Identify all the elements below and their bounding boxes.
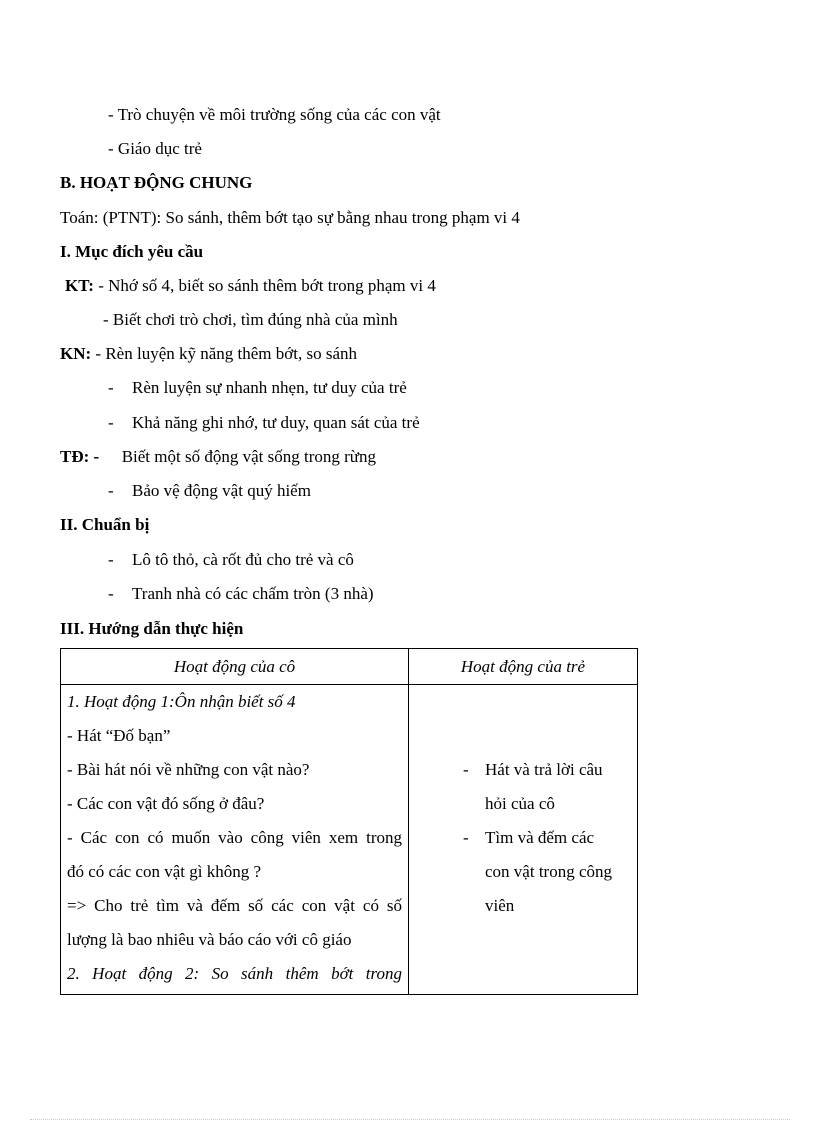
top-item-environment: - Trò chuyện về môi trường sống của các con vật bbox=[108, 105, 441, 124]
kn-item-3: - Khả năng ghi nhớ, tư duy, quan sát của trẻ bbox=[108, 413, 420, 432]
teacher-line: - Các con có muốn vào công viên xem trong bbox=[67, 828, 402, 847]
section-iii-heading: III. Hướng dẫn thực hiện bbox=[60, 619, 244, 638]
section-i-heading: I. Mục đích yêu cầu bbox=[60, 242, 204, 261]
teacher-line: => Cho trẻ tìm và đếm số các con vật có số bbox=[67, 896, 402, 915]
kn-label: KN: bbox=[60, 344, 92, 363]
kn-item-1: - Rèn luyện kỹ năng thêm bớt, so sánh bbox=[95, 344, 358, 363]
teacher-line: - Bài hát nói về những con vật nào? bbox=[67, 760, 310, 779]
kt-row-1 bbox=[65, 275, 436, 297]
activity-1-heading: 1. Hoạt động 1:Ôn nhận biết số 4 bbox=[67, 692, 296, 711]
teacher-line: - Hát “Đố bạn” bbox=[67, 726, 171, 745]
td-item-2: - Bảo vệ động vật quý hiếm bbox=[108, 481, 311, 500]
teacher-line: đó có các con vật gì không ? bbox=[67, 862, 262, 881]
kn-item-2: - Rèn luyện sự nhanh nhẹn, tư duy của trẻ bbox=[108, 378, 407, 397]
teacher-line: lượng là bao nhiêu và báo cáo với cô giáo bbox=[67, 930, 352, 949]
section-b-topic: Toán: (PTNT): So sánh, thêm bớt tạo sự bằng nhau trong phạm vi 4 bbox=[60, 208, 520, 227]
teacher-activities-cell bbox=[61, 685, 409, 995]
kt-item-2: - Biết chơi trò chơi, tìm đúng nhà của mình bbox=[103, 310, 398, 329]
kt-label: KT: bbox=[65, 276, 94, 295]
teacher-line: - Các con vật đó sống ở đâu? bbox=[67, 794, 265, 813]
kn-row-1 bbox=[60, 343, 357, 365]
td-item-1: Biết một số động vật sống trong rừng bbox=[121, 447, 376, 466]
section-ii-heading: II. Chuẩn bị bbox=[60, 515, 150, 534]
prep-item-1: - Lô tô thỏ, cà rốt đủ cho trẻ và cô bbox=[108, 550, 354, 569]
child-item-count: - Tìm và đếm các con vật trong công viên bbox=[463, 828, 612, 915]
prep-item-2: - Tranh nhà có các chấm tròn (3 nhà) bbox=[108, 584, 374, 603]
activity-table bbox=[60, 648, 638, 995]
activity-2-heading: 2. Hoạt động 2: So sánh thêm bớt trong bbox=[67, 964, 402, 983]
page-bottom-divider bbox=[30, 1119, 790, 1120]
child-activities-cell bbox=[409, 685, 638, 995]
header-teacher: Hoạt động của cô bbox=[61, 649, 409, 685]
header-child: Hoạt động của trẻ bbox=[409, 649, 638, 685]
td-label: TĐ: bbox=[60, 447, 90, 466]
top-item-education: - Giáo dục trẻ bbox=[108, 139, 202, 158]
child-item-sing: - Hát và trả lời câu hỏi của cô bbox=[463, 760, 603, 813]
table-header-row bbox=[61, 649, 638, 685]
td-row-1: TĐ: - Biết một số động vật sống trong rừng bbox=[60, 447, 376, 466]
kt-item-1: - Nhớ số 4, biết so sánh thêm bớt trong phạm vi 4 bbox=[98, 276, 436, 295]
table-row bbox=[61, 685, 638, 995]
section-b-heading: B. HOẠT ĐỘNG CHUNG bbox=[60, 173, 253, 192]
